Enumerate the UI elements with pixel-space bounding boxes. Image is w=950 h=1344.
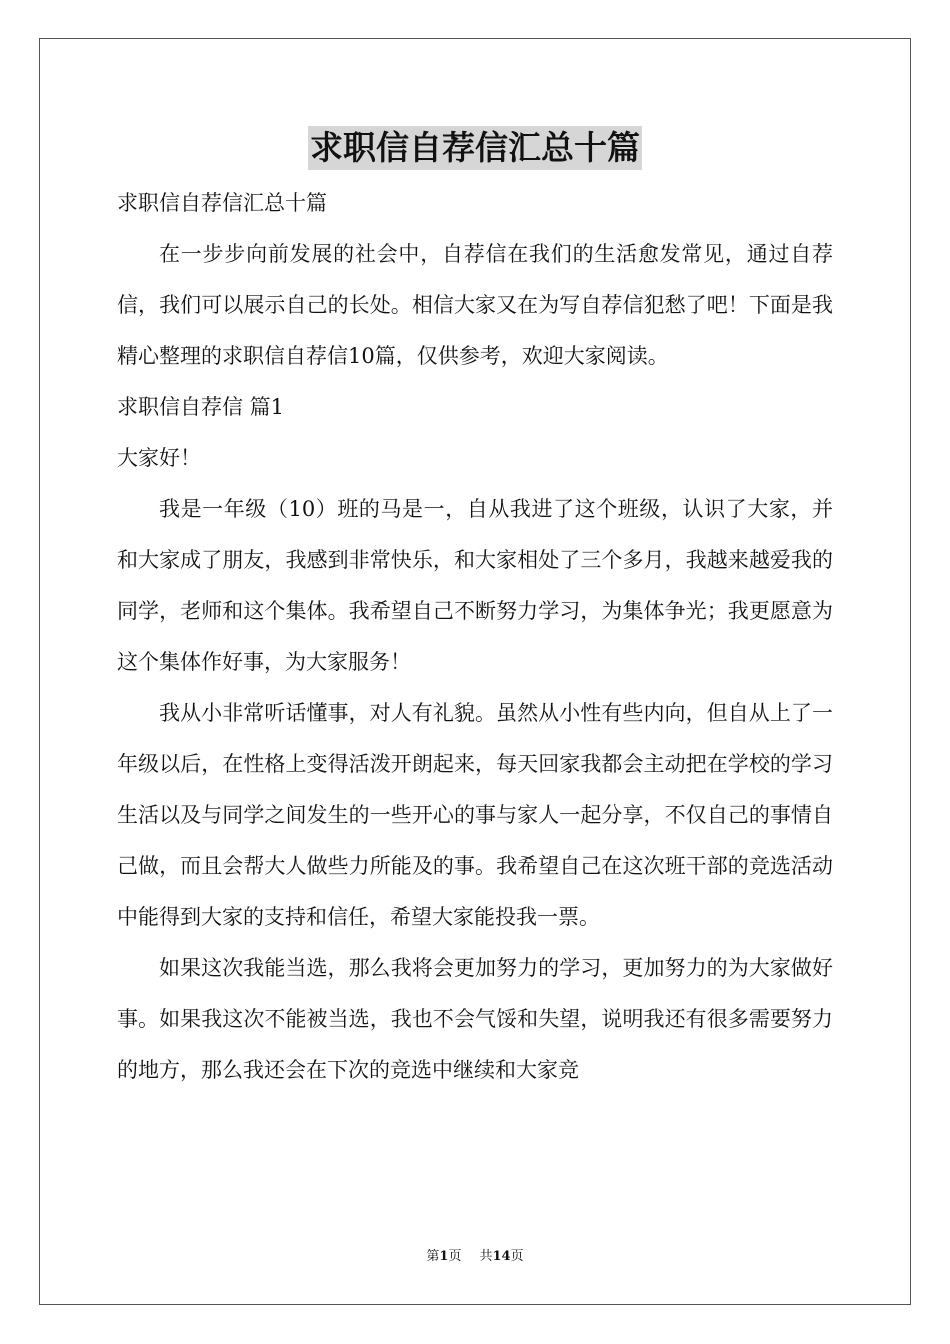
- greeting-line: 大家好！: [117, 446, 201, 470]
- body-paragraph: 如果这次我能当选，那么我将会更加努力的学习，更加努力的为大家做好事。如果我这次不能被当选，我也不会气馁和失望，说明我还有很多需要努力的地方，那么我还会在下次的竞选中继续和大家竞: [117, 956, 833, 1082]
- page-number-total: 14: [492, 1249, 511, 1264]
- page-suffix: 页: [448, 1249, 462, 1264]
- total-prefix: 共: [479, 1249, 493, 1264]
- page-footer: [0, 1248, 950, 1266]
- page-prefix: 第: [426, 1249, 440, 1264]
- total-suffix: 页: [510, 1249, 524, 1264]
- document-title: 求职信自荐信汇总十篇: [308, 126, 642, 170]
- section-heading: 求职信自荐信 篇1: [117, 395, 285, 419]
- body-paragraph: 我是一年级（10）班的马是一，自从我进了这个班级，认识了大家，并和大家成了朋友，我感到非常快乐，和大家相处了三个多月，我越来越爱我的同学，老师和这个集体。我希望自己不断努力学习，为集体争光；我更愿意为这个集体作好事，为大家服务！: [117, 497, 833, 674]
- title-container: [0, 126, 950, 170]
- page-number-current: 1: [439, 1249, 449, 1264]
- document-body: [117, 178, 833, 1096]
- intro-paragraph: 在一步步向前发展的社会中，自荐信在我们的生活愈发常见，通过自荐信，我们可以展示自己的长处。相信大家又在为写自荐信犯愁了吧！下面是我精心整理的求职信自荐信10篇，仅供参考，欢迎大家阅读。: [117, 242, 833, 368]
- body-paragraph: 我从小非常听话懂事，对人有礼貌。虽然从小性有些内向，但自从上了一年级以后，在性格上变得活泼开朗起来，每天回家我都会主动把在学校的学习生活以及与同学之间发生的一些开心的事与家人一起分享，不仅自己的事情自己做，而且会帮大人做些力所能及的事。我希望自己在这次班干部的竞选活动中能得到大家的支持和信任，希望大家能投我一票。: [117, 701, 833, 929]
- subtitle-line: 求职信自荐信汇总十篇: [117, 191, 327, 215]
